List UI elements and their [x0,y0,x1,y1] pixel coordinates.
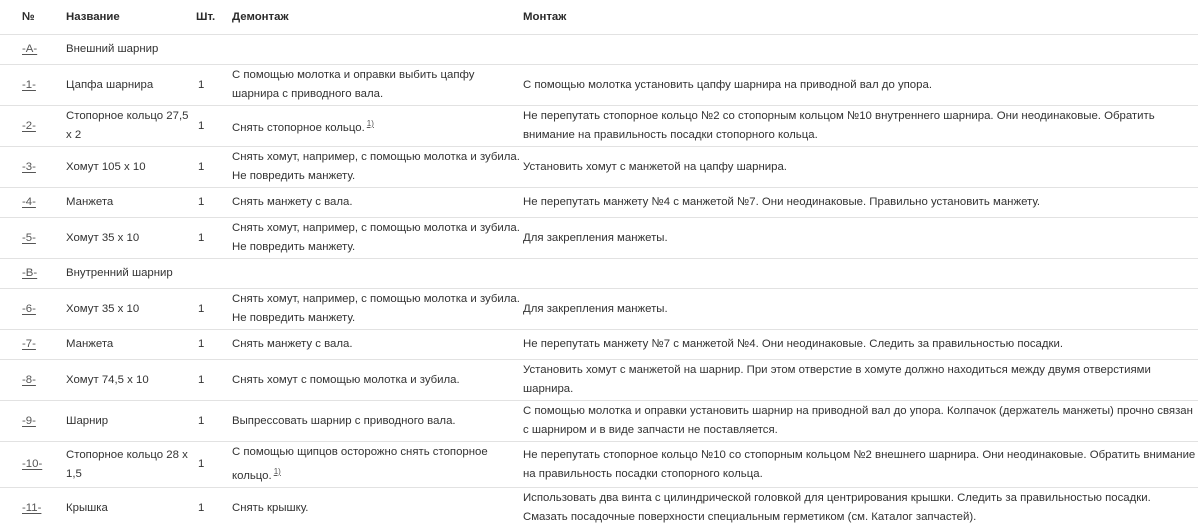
item-quantity: 1 [196,330,232,360]
item-dismantle [232,35,523,65]
footnote-link[interactable]: 1) [273,467,281,476]
item-quantity: 1 [196,442,232,488]
item-assembly: Использовать два винта с цилиндрической головкой для центрирования крышки. Следить за правильностью посадки. Смазать посадочные поверхности специальным герметиком (см. Каталог запчастей). [523,488,1198,529]
item-assembly: Установить хомут с манжетой на шарнир. При этом отверстие в хомуте должно находиться между двумя отверстиями шарнира. [523,360,1198,401]
item-assembly: Для закрепления манжеты. [523,218,1198,259]
item-dismantle: Выпрессовать шарнир с приводного вала. [232,401,523,442]
item-number-link[interactable]: -B- [22,267,38,279]
table-row [0,188,1198,218]
table-row [0,401,1198,442]
item-number-link[interactable]: -10- [22,458,43,470]
item-assembly [523,35,1198,65]
item-dismantle: Снять хомут, например, с помощью молотка и зубила. Не повредить манжету. [232,289,523,330]
item-assembly: С помощью молотка и оправки установить шарнир на приводной вал до упора. Колпачок (держатель манжеты) прочно связан с шарниром и в виде запчасти не поставляется. [523,401,1198,442]
table-row [0,330,1198,360]
table-row [0,259,1198,289]
table-header-row [0,0,1198,35]
item-name: Хомут 74,5 х 10 [66,360,196,401]
table-row [0,65,1198,106]
item-name: Манжета [66,330,196,360]
item-name: Внешний шарнир [66,35,196,65]
table-row [0,106,1198,147]
item-quantity: 1 [196,289,232,330]
item-dismantle-text: С помощью щипцов осторожно снять стопорное кольцо. [232,446,488,482]
footnote-link[interactable]: 1) [366,119,374,128]
table-row [0,488,1198,529]
item-number-link[interactable]: -8- [22,373,36,386]
item-quantity: 1 [196,106,232,147]
item-number-link[interactable]: -A- [22,43,38,55]
header-name: Название [66,11,120,23]
item-number-link[interactable]: -7- [22,338,36,350]
item-dismantle: Снять крышку. [232,488,523,529]
header-assembly: Монтаж [523,11,567,23]
item-name: Манжета [66,188,196,218]
item-dismantle: Снять хомут, например, с помощью молотка и зубила. Не повредить манжету. [232,147,523,188]
item-dismantle [232,106,523,147]
item-assembly: С помощью молотка установить цапфу шарнира на приводной вал до упора. [523,65,1198,106]
item-dismantle: С помощью молотка и оправки выбить цапфу шарнира с приводного вала. [232,65,523,106]
item-dismantle: Снять манжету с вала. [232,330,523,360]
table-row [0,360,1198,401]
table-row [0,289,1198,330]
table-row [0,147,1198,188]
item-assembly [523,259,1198,289]
item-quantity: 1 [196,401,232,442]
table-row [0,218,1198,259]
header-number: № [22,11,35,23]
item-dismantle [232,259,523,289]
item-number-link[interactable]: -1- [22,78,36,91]
item-number-link[interactable]: -6- [22,302,36,315]
item-name: Хомут 35 х 10 [66,289,196,330]
item-dismantle: Снять хомут с помощью молотка и зубила. [232,360,523,401]
item-quantity: 1 [196,147,232,188]
header-quantity: Шт. [196,11,216,23]
item-number-link[interactable]: -4- [22,196,36,208]
header-dismantle: Демонтаж [232,11,289,23]
item-quantity [196,259,232,289]
item-quantity [196,35,232,65]
item-number-link[interactable]: -9- [22,414,36,427]
item-dismantle: Снять манжету с вала. [232,188,523,218]
item-number-link[interactable]: -11- [22,501,42,514]
item-number-link[interactable]: -2- [22,119,36,132]
item-name: Хомут 35 х 10 [66,218,196,259]
item-name: Крышка [66,488,196,529]
item-number-link[interactable]: -3- [22,160,36,173]
item-name: Стопорное кольцо 28 х 1,5 [66,442,196,488]
item-assembly: Не перепутать стопорное кольцо №10 со стопорным кольцом №2 внешнего шарнира. Они неодинаковые. Обратить внимание на правильность посадки стопорного кольца. [523,442,1198,488]
item-name: Внутренний шарнир [66,259,196,289]
item-name: Шарнир [66,401,196,442]
item-quantity: 1 [196,65,232,106]
item-assembly: Установить хомут с манжетой на цапфу шарнира. [523,147,1198,188]
item-name: Хомут 105 х 10 [66,147,196,188]
item-quantity: 1 [196,360,232,401]
item-name: Цапфа шарнира [66,65,196,106]
item-dismantle-text: Снять стопорное кольцо. [232,122,365,134]
item-dismantle [232,442,523,488]
item-assembly: Для закрепления манжеты. [523,289,1198,330]
item-assembly: Не перепутать стопорное кольцо №2 со стопорным кольцом №10 внутреннего шарнира. Они неодинаковые. Обратить внимание на правильность посадки стопорного кольца. [523,106,1198,147]
item-name: Стопорное кольцо 27,5 х 2 [66,106,196,147]
item-dismantle: Снять хомут, например, с помощью молотка и зубила. Не повредить манжету. [232,218,523,259]
item-assembly: Не перепутать манжету №7 с манжетой №4. Они неодинаковые. Следить за правильностью посадки. [523,330,1198,360]
item-quantity: 1 [196,218,232,259]
item-quantity: 1 [196,488,232,529]
table-row [0,35,1198,65]
table-row [0,442,1198,488]
item-assembly: Не перепутать манжету №4 с манжетой №7. Они неодинаковые. Правильно установить манжету. [523,188,1198,218]
item-quantity: 1 [196,188,232,218]
item-number-link[interactable]: -5- [22,231,36,244]
